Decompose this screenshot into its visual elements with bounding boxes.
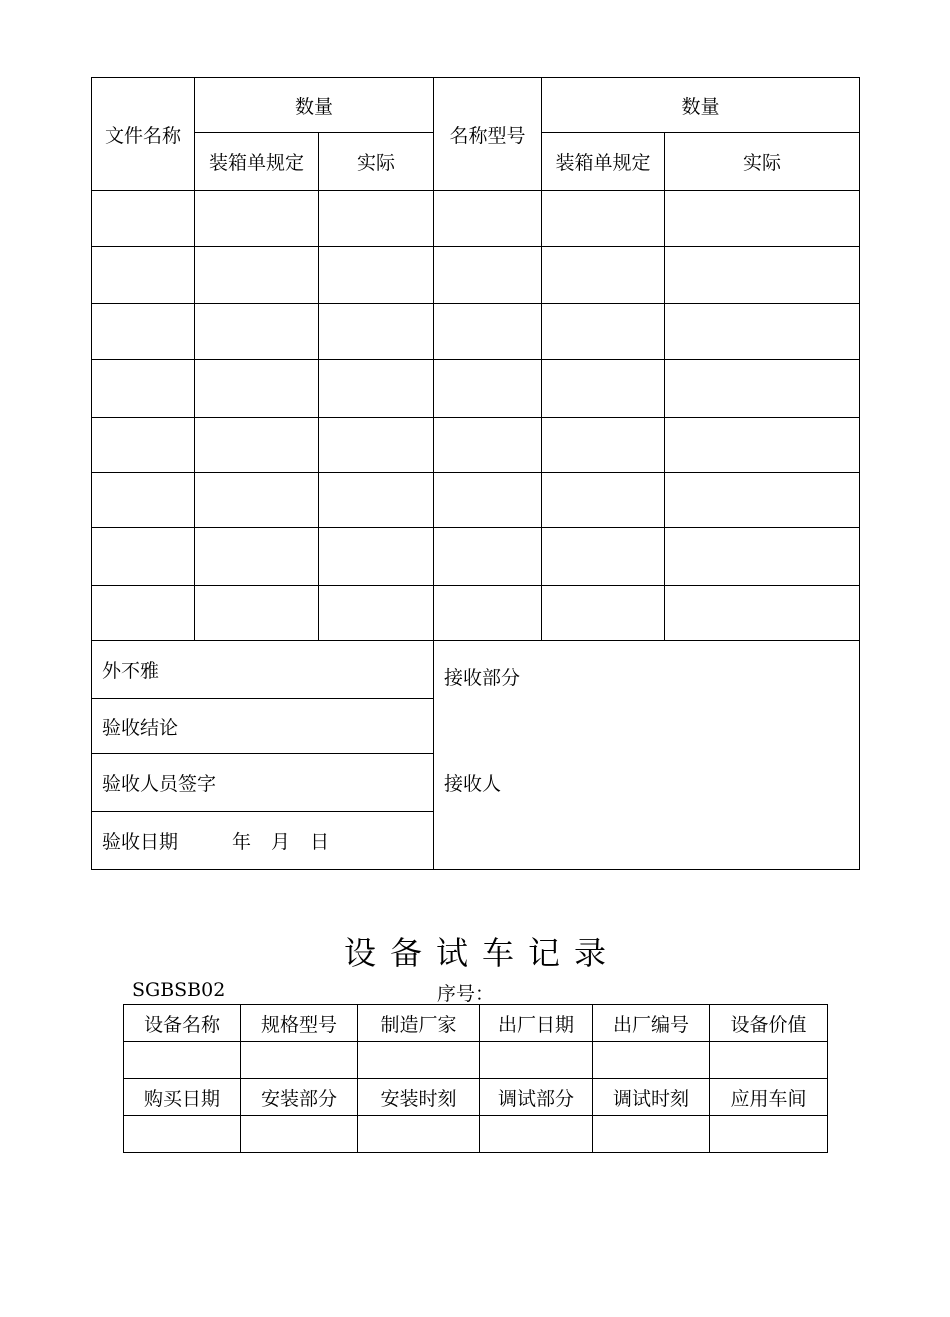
packing-list-header-left: 装箱单规定 (195, 133, 319, 191)
blank-cell[interactable] (92, 418, 195, 473)
blank-cell[interactable] (319, 304, 434, 360)
blank-cell[interactable] (665, 586, 860, 641)
blank-cell[interactable] (665, 418, 860, 473)
acceptance-date-label: 验收日期 (102, 831, 179, 853)
blank-cell[interactable] (195, 473, 319, 528)
blank-cell[interactable] (542, 247, 665, 304)
blank-cell[interactable] (319, 528, 434, 586)
blank-cell[interactable] (665, 304, 860, 360)
header-cell: 调试时刻 (593, 1079, 710, 1116)
blank-cell[interactable] (195, 304, 319, 360)
actual-header-right: 实际 (665, 133, 860, 191)
blank-cell[interactable] (542, 304, 665, 360)
blank-cell[interactable] (542, 473, 665, 528)
table-row (92, 473, 860, 528)
blank-cell[interactable] (434, 247, 542, 304)
blank-cell[interactable] (434, 473, 542, 528)
quantity-header-right: 数量 (542, 78, 860, 133)
blank-cell[interactable] (195, 360, 319, 418)
header-cell: 安装时刻 (358, 1079, 480, 1116)
blank-cell[interactable] (593, 1116, 710, 1153)
blank-cell[interactable] (319, 418, 434, 473)
table-row (92, 191, 860, 247)
blank-cell[interactable] (358, 1042, 480, 1079)
blank-cell[interactable] (195, 418, 319, 473)
doc-name-header: 文件名称 (92, 78, 195, 191)
header-cell: 安装部分 (241, 1079, 358, 1116)
header-cell: 出厂日期 (480, 1005, 593, 1042)
blank-cell[interactable] (542, 418, 665, 473)
header-cell: 出厂编号 (593, 1005, 710, 1042)
appearance-label: 外不雅 (92, 641, 434, 699)
blank-cell[interactable] (195, 528, 319, 586)
header-cell: 设备名称 (124, 1005, 241, 1042)
receiving-section (434, 641, 860, 870)
packing-list-header-right: 装箱单规定 (542, 133, 665, 191)
blank-cell[interactable] (434, 304, 542, 360)
blank-cell[interactable] (124, 1042, 241, 1079)
blank-cell[interactable] (92, 191, 195, 247)
blank-cell[interactable] (319, 586, 434, 641)
blank-cell[interactable] (542, 360, 665, 418)
blank-cell[interactable] (542, 528, 665, 586)
acceptance-date-cell (92, 812, 434, 870)
blank-cell[interactable] (665, 360, 860, 418)
blank-cell[interactable] (92, 473, 195, 528)
inspector-signature-label: 验收人员签字 (92, 754, 434, 812)
table-row (92, 586, 860, 641)
header-row (124, 1005, 828, 1042)
blank-cell[interactable] (710, 1116, 828, 1153)
blank-cell[interactable] (319, 247, 434, 304)
form-code: SGBSB02 (132, 979, 226, 1001)
blank-cell[interactable] (195, 586, 319, 641)
receiving-dept-label: 接收部分 (444, 667, 521, 689)
header-cell: 规格型号 (241, 1005, 358, 1042)
table-row (92, 360, 860, 418)
blank-cell[interactable] (241, 1042, 358, 1079)
actual-header-left: 实际 (319, 133, 434, 191)
blank-cell[interactable] (92, 304, 195, 360)
receiver-label: 接收人 (444, 773, 502, 795)
model-name-header: 名称型号 (434, 78, 542, 191)
header-cell: 制造厂家 (358, 1005, 480, 1042)
table-row (92, 418, 860, 473)
acceptance-conclusion-label: 验收结论 (92, 699, 434, 754)
blank-cell[interactable] (593, 1042, 710, 1079)
date-parts: 年 月 日 (232, 831, 330, 853)
blank-cell[interactable] (665, 473, 860, 528)
blank-cell[interactable] (434, 418, 542, 473)
header-row (124, 1079, 828, 1116)
blank-cell[interactable] (542, 191, 665, 247)
blank-cell[interactable] (319, 473, 434, 528)
table-row (92, 304, 860, 360)
page-title: 设备试车记录 (343, 934, 620, 972)
quantity-header-left: 数量 (195, 78, 434, 133)
blank-cell[interactable] (358, 1116, 480, 1153)
blank-cell[interactable] (665, 528, 860, 586)
blank-cell[interactable] (319, 191, 434, 247)
trial-run-record-table (123, 1004, 828, 1153)
table-row (124, 1116, 828, 1153)
blank-cell[interactable] (319, 360, 434, 418)
blank-cell[interactable] (92, 528, 195, 586)
blank-cell[interactable] (665, 247, 860, 304)
blank-cell[interactable] (480, 1116, 593, 1153)
blank-cell[interactable] (241, 1116, 358, 1153)
blank-cell[interactable] (542, 586, 665, 641)
blank-cell[interactable] (434, 191, 542, 247)
blank-cell[interactable] (195, 191, 319, 247)
table-row (124, 1042, 828, 1079)
blank-cell[interactable] (195, 247, 319, 304)
serial-number-label: 序号： (437, 983, 495, 1005)
table-row (92, 528, 860, 586)
blank-cell[interactable] (92, 586, 195, 641)
blank-cell[interactable] (434, 360, 542, 418)
header-cell: 设备价值 (710, 1005, 828, 1042)
header-cell: 购买日期 (124, 1079, 241, 1116)
blank-cell[interactable] (665, 191, 860, 247)
blank-cell[interactable] (92, 360, 195, 418)
blank-cell[interactable] (710, 1042, 828, 1079)
blank-cell[interactable] (124, 1116, 241, 1153)
blank-cell[interactable] (480, 1042, 593, 1079)
equipment-acceptance-table (91, 77, 860, 870)
blank-cell[interactable] (92, 247, 195, 304)
header-cell: 调试部分 (480, 1079, 593, 1116)
header-cell: 应用车间 (710, 1079, 828, 1116)
blank-cell[interactable] (434, 528, 542, 586)
table-row (92, 247, 860, 304)
blank-cell[interactable] (434, 586, 542, 641)
